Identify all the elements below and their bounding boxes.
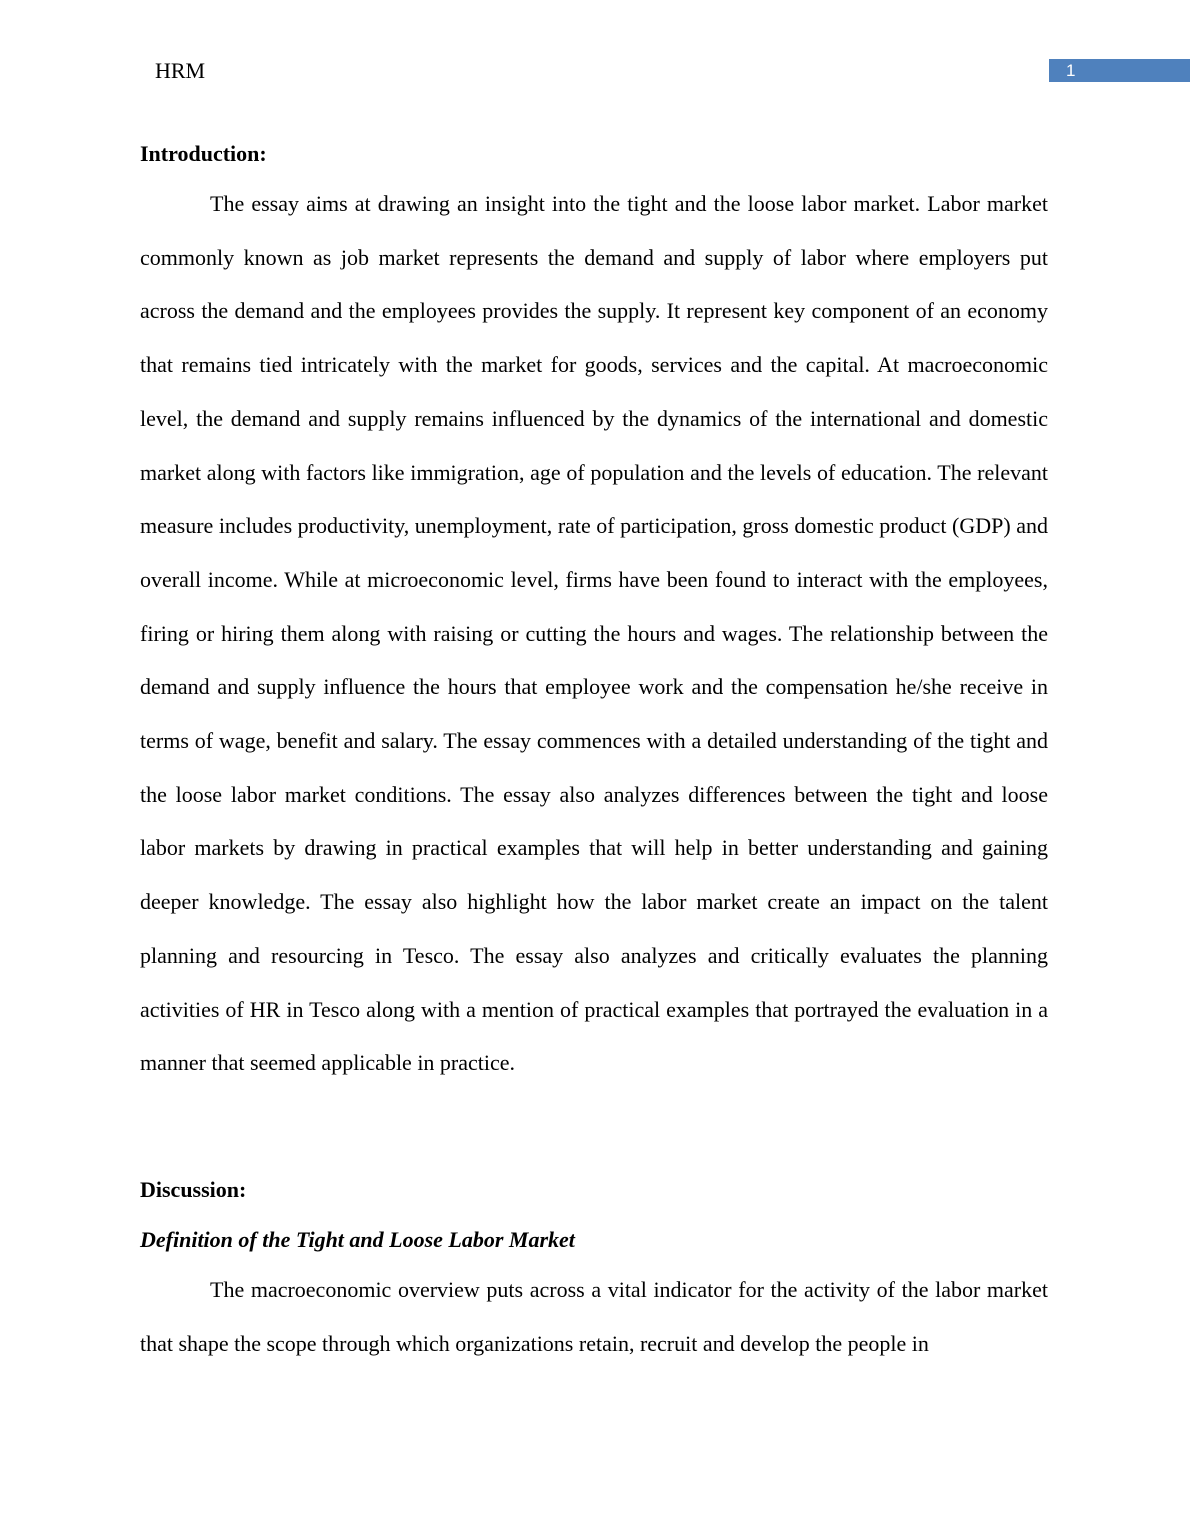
introduction-heading: Introduction: [140,141,267,166]
introduction-paragraph: The essay aims at drawing an insight into the tight and the loose labor market. Labor market commonly known as job market represents the demand and supply of labor where employers put across the demand and the employees provides the supply. It represent key component of an economy that remains tied intricately with the market for goods, services and the capital. At macroeconomic level, the demand and supply remains influenced by the dynamics of the international and domestic market along with factors like immigration, age of population and the levels of education. The relevant measure includes productivity, unemployment, rate of participation, gross domestic product (GDP) and overall income. While at microeconomic level, firms have been found to interact with the employees, firing or hiring them along with raising or cutting the hours and wages. The relationship between the demand and supply influence the hours that employee work and the compensation he/she receive in terms of wage, benefit and salary. The essay commences with a detailed understanding of the tight and the loose labor market conditions. The essay also analyzes differences between the tight and loose labor markets by drawing in practical examples that will help in better understanding and gaining deeper knowledge. The essay also highlight how the labor market create an impact on the talent planning and resourcing in Tesco. The essay also analyzes and critically evaluates the planning activities of HR in Tesco along with a mention of practical examples that portrayed the evaluation in a manner that seemed applicable in practice. [140,191,1048,1076]
definition-subheading: Definition of the Tight and Loose Labor Market [140,1227,575,1252]
page-number-bar [1049,59,1190,82]
running-header-title: HRM [155,58,206,83]
definition-paragraph: The macroeconomic overview puts across a vital indicator for the activity of the labor market that shape the scope through which organizations retain, recruit and develop the people in [140,1277,1048,1356]
discussion-heading: Discussion: [140,1177,247,1202]
page-number: 1 [1066,61,1076,80]
